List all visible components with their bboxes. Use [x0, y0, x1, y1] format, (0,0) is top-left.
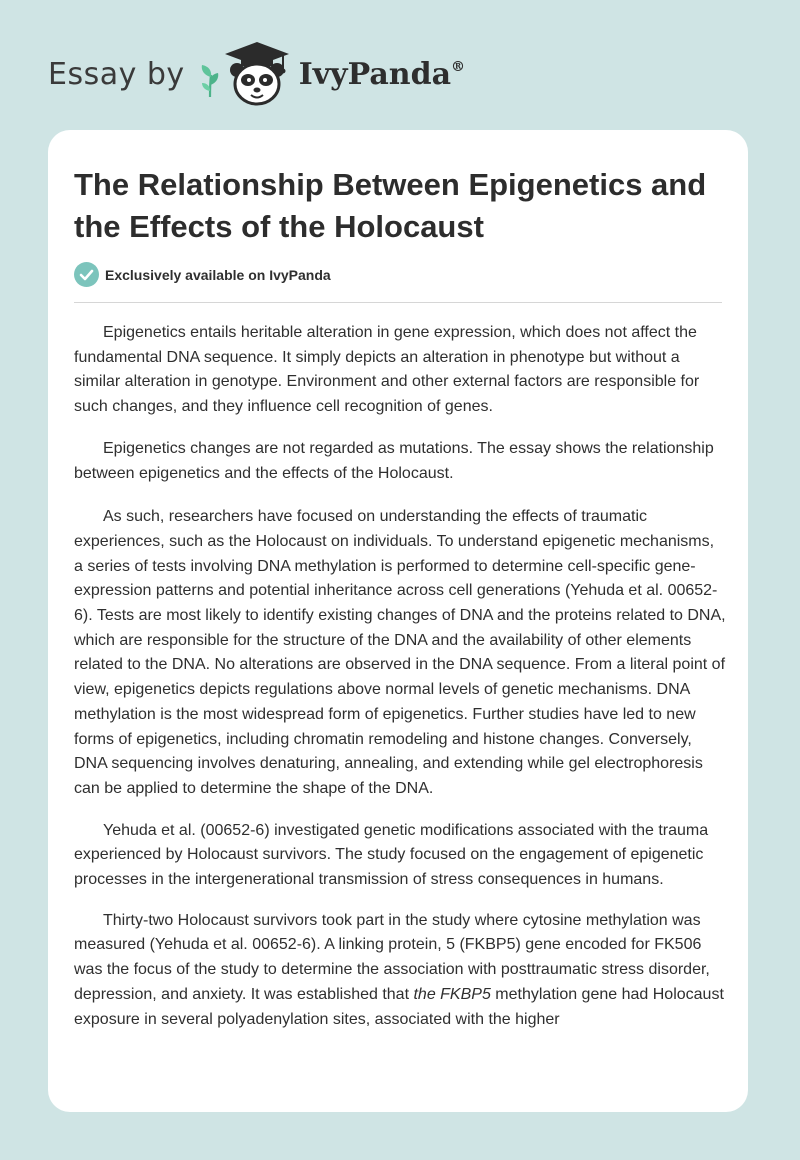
exclusive-badge — [74, 262, 331, 287]
brand-name[interactable]: IvyPanda® — [298, 56, 466, 92]
panda-logo-icon[interactable] — [221, 38, 293, 110]
essay-body — [74, 321, 726, 1049]
divider — [74, 302, 722, 303]
gene-name-italic: the FKBP5 — [413, 985, 491, 1003]
paragraph: As such, researchers have focused on understanding the effects of traumatic experiences, such as the Holocaust on individuals. To understand epigenetic mechanisms, a series of tests involving DNA methylation is performed to determine cell-specific gene-expression patterns and potential inheritance across cell generations (Yehuda et al. 00652-6). Tests are most likely to identify existing changes of DNA and the proteins related to DNA, which are responsible for the structure of the DNA and the availability of other elements related to the DNA. No alterations are observed in the DNA sequence. From a literal point of view, epigenetics depicts regulations above normal levels of genetic mechanisms. DNA methylation is the most widespread form of epigenetics. Further studies have led to new forms of epigenetics, including chromatin remodeling and histone changes. Conversely, DNA sequencing involves denaturing, annealing, and extending while gel electrophoresis can be applied to determine the shape of the DNA. — [74, 508, 726, 797]
paragraph: Epigenetics changes are not regarded as mutations. The essay shows the relationship between epigenetics and the effects of the Holocaust. — [74, 439, 714, 482]
paragraph — [74, 909, 726, 1033]
site-header — [48, 36, 465, 112]
essay-by-label: Essay by — [48, 56, 185, 92]
paragraph-text: Thirty-two Holocaust survivors took part in the study where cytosine methylation was measured (Yehuda et al. 00652-6). A linking protein, 5 (FKBP5) gene encoded for FK506 was the focus of the study to determine the association with posttraumatic stress disorder, depression, and anxiety. It was established that — [74, 911, 710, 1003]
paragraph: Yehuda et al. (00652-6) investigated genetic modifications associated with the trauma experienced by Holocaust survivors. The study focused on the engagement of epigenetic processes in the intergenerational transmission of stress consequences in humans. — [74, 821, 709, 889]
paragraph: Epigenetics entails heritable alteration in gene expression, which does not affect the fundamental DNA sequence. It simply depicts an alteration in phenotype but without a similar alteration in genotype. Environment and other external factors are responsible for such changes, and they influence cell recognition of genes. — [74, 324, 700, 416]
paragraph-text: methylation gene had Holocaust exposure in several polyadenylation sites, associated with the higher — [74, 985, 724, 1028]
leaf-icon — [199, 63, 221, 99]
exclusive-badge-label: Exclusively available on IvyPanda — [105, 266, 331, 283]
registered-mark: ® — [451, 58, 466, 75]
page-title: The Relationship Between Epigenetics and the Effects of the Holocaust — [74, 167, 707, 244]
essay-card — [48, 130, 748, 1112]
check-circle-icon — [74, 262, 99, 287]
